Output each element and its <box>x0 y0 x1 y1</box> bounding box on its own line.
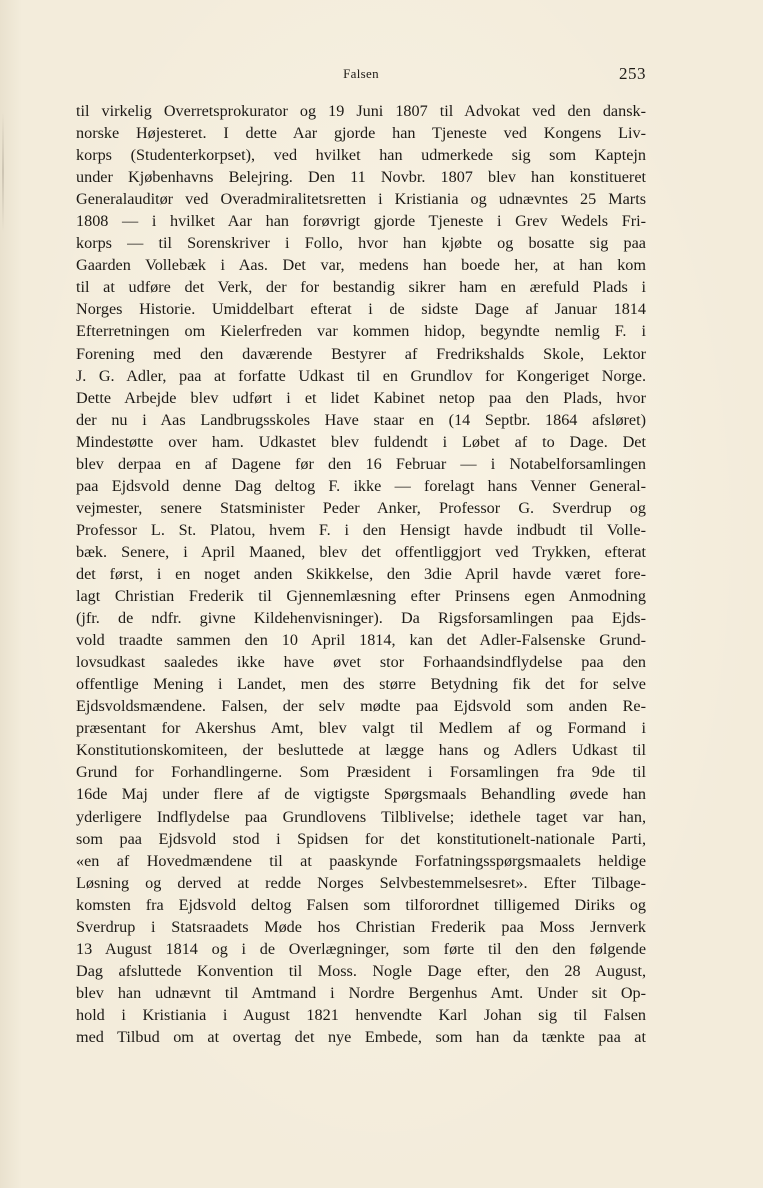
text-line: Norges Historie. Umiddelbart efterat i de sidste Dage af Januar 1814 <box>76 300 646 319</box>
text-line: bæk. Senere, i April Maaned, blev det offentliggjort ved Trykken, efterat <box>76 542 646 561</box>
text-line: korps (Studenterkorpset), ved hvilket han udmerkede sig som Kaptejn <box>76 146 646 165</box>
text-line: norske Højesteret. I dette Aar gjorde han Tjeneste ved Kongens Liv- <box>76 124 646 143</box>
text-line: 16de Maj under flere af de vigtigste Spørgsmaals Behandling øvede han <box>76 785 646 804</box>
text-line: Mindestøtte over ham. Udkastet blev fuldendt i Løbet af to Dage. Det <box>76 432 646 451</box>
text-line: Grund for Forhandlingerne. Som Præsident i Forsamlingen fra 9de til <box>76 763 646 782</box>
text-line: det først, i en noget anden Skikkelse, den 3die April havde været fore- <box>76 564 646 583</box>
text-line: som paa Ejdsvold stod i Spidsen for det konstitutionelt-nationale Parti, <box>76 829 646 848</box>
text-line: Forening med den daværende Bestyrer af Fredrikshalds Skole, Lektor <box>76 344 646 363</box>
text-line: yderligere Indflydelse paa Grundlovens Tilblivelse; idethele taget var han, <box>76 807 646 826</box>
text-line: Dag afsluttede Konvention til Moss. Nogle Dage efter, den 28 August, <box>76 961 646 980</box>
text-line: «en af Hovedmændene til at paaskynde Forfatningsspørgsmaalets heldige <box>76 851 646 870</box>
text-line: Professor L. St. Platou, hvem F. i den Hensigt havde indbudt til Volle- <box>76 520 646 539</box>
text-line: Gaarden Vollebæk i Aas. Det var, medens han boede her, at han kom <box>76 256 646 275</box>
page-number: 253 <box>619 64 646 83</box>
text-line: vejmester, senere Statsminister Peder Anker, Professor G. Sverdrup og <box>76 498 646 517</box>
text-line: blev han udnævnt til Amtmand i Nordre Bergenhus Amt. Under sit Op- <box>76 983 646 1002</box>
running-head <box>76 64 646 86</box>
text-line: præsentant for Akershus Amt, blev valgt til Medlem af og Formand i <box>76 719 646 738</box>
text-line: Konstitutionskomiteen, der besluttede at lægge hans og Adlers Udkast til <box>76 741 646 760</box>
text-line: paa Ejdsvold denne Dag deltog F. ikke — forelagt hans Venner General- <box>76 476 646 495</box>
text-line: offentlige Mening i Landet, men des større Betydning fik det for selve <box>76 675 646 694</box>
running-title: Falsen <box>343 66 379 81</box>
text-line: (jfr. de ndfr. givne Kildehenvisninger). Da Rigsforsamlingen paa Ejds- <box>76 609 646 628</box>
text-line: Løsning og derved at redde Norges Selvbestemmelsesret». Efter Tilbage- <box>76 873 646 892</box>
text-line: lagt Christian Frederik til Gjennemlæsning efter Prinsens egen Anmodning <box>76 587 646 606</box>
text-line: J. G. Adler, paa at forfatte Udkast til en Grundlov for Kongeriget Norge. <box>76 366 646 385</box>
text-line: korps — til Sorenskriver i Follo, hvor han kjøbte og bosatte sig paa <box>76 234 646 253</box>
text-line: vold traadte sammen den 10 April 1814, kan det Adler-Falsenske Grund- <box>76 631 646 650</box>
body-text <box>76 100 646 1048</box>
text-line: hold i Kristiania i August 1821 henvendte Karl Johan sig til Falsen <box>76 1005 646 1024</box>
text-line: Dette Arbejde blev udført i et lidet Kabinet netop paa den Plads, hvor <box>76 388 646 407</box>
text-line: Ejdsvoldsmændene. Falsen, der selv mødte paa Ejdsvold som anden Re- <box>76 697 646 716</box>
text-line: med Tilbud om at overtag det nye Embede, som han da tænkte paa at <box>76 1027 646 1046</box>
text-line: lovsudkast saaledes ikke have øvet stor Forhaandsindflydelse paa den <box>76 653 646 672</box>
text-line: Sverdrup i Statsraadets Møde hos Christian Frederik paa Moss Jernverk <box>76 917 646 936</box>
text-line: 1808 — i hvilket Aar han forøvrigt gjorde Tjeneste i Grev Wedels Fri- <box>76 212 646 231</box>
text-line: til virkelig Overretsprokurator og 19 Juni 1807 til Advokat ved den dansk- <box>76 102 646 120</box>
text-line: blev derpaa en af Dagene før den 16 Februar — i Notabelforsamlingen <box>76 454 646 473</box>
text-line: komsten fra Ejdsvold deltog Falsen som tilforordnet tilligemed Diriks og <box>76 895 646 914</box>
text-line: Efterretningen om Kielerfreden var kommen hidop, begyndte nemlig F. i <box>76 322 646 341</box>
text-line: Generalauditør ved Overadmiralitetsretten i Kristiania og udnævntes 25 Marts <box>76 190 646 209</box>
page-edge-shadow <box>2 112 4 232</box>
text-line: der nu i Aas Landbrugsskoles Have staar en (14 Septbr. 1864 afsløret) <box>76 410 646 429</box>
text-line: 13 August 1814 og i de Overlægninger, som førte til den den følgende <box>76 939 646 958</box>
text-line: til at udføre det Verk, der for bestandig sikrer ham en ærefuld Plads i <box>76 278 646 297</box>
text-line: under Kjøbenhavns Belejring. Den 11 Novbr. 1807 blev han konstitueret <box>76 168 646 187</box>
